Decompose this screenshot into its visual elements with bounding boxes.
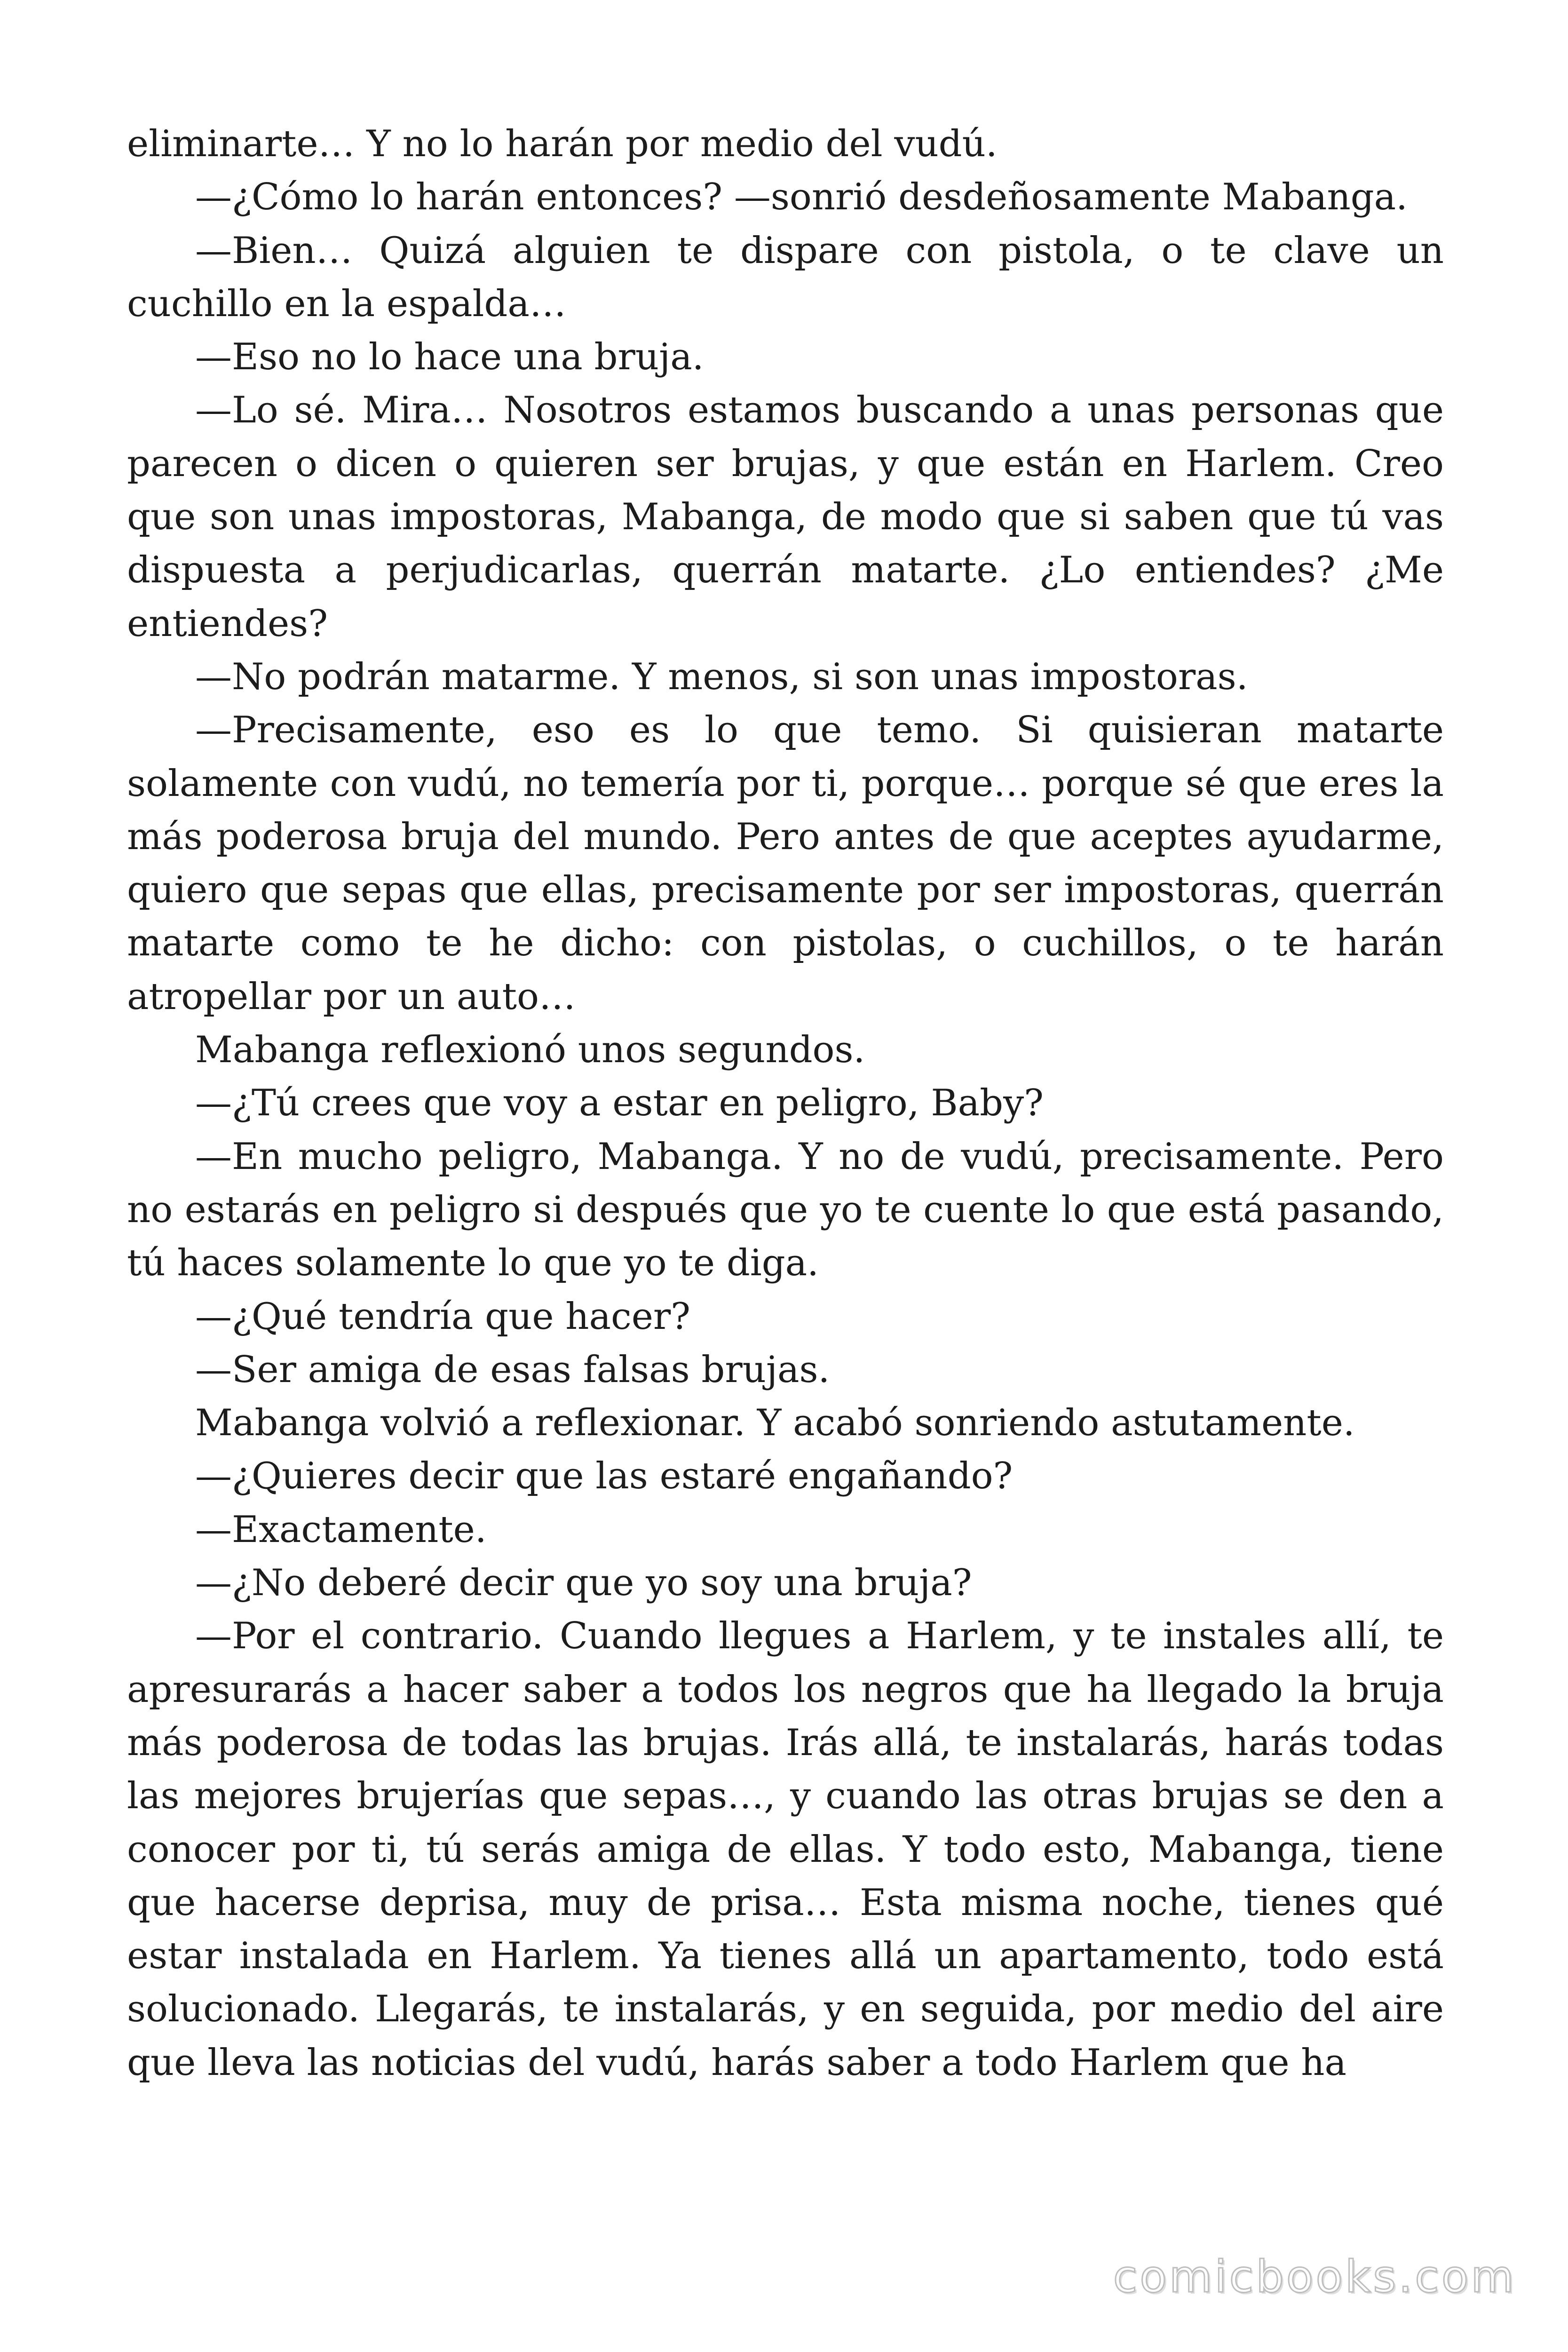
paragraph: —Bien… Quizá alguien te dispare con pistola, o te clave un cuchillo en la espalda… [127, 229, 1444, 325]
paragraph: —Lo sé. Mira… Nosotros estamos buscando a unas personas que parecen o dicen o quieren ser brujas, y que están en Harlem. Creo que son unas impostoras, Mabanga, de modo que si saben que tú vas dispuesta a perjudicarlas, querrán matarte. ¿Lo entiendes? ¿Me entiendes? [127, 389, 1444, 645]
paragraph: —Ser amiga de esas falsas brujas. [195, 1348, 830, 1391]
paragraph: Mabanga reflexionó unos segundos. [195, 1029, 865, 1072]
paragraph: eliminarte… Y no lo harán por medio del vudú. [127, 123, 998, 165]
paragraph: —Exactamente. [195, 1508, 487, 1551]
paragraph: —Precisamente, eso es lo que temo. Si quisieran matarte solamente con vudú, no temería por ti, porque… porque sé que eres la más poderosa bruja del mundo. Pero antes de que aceptes ayudarme, quiero que sepas que ellas, precisamente por ser impostoras, querrán matarte como te he dicho: con pistolas, o cuchillos, o te harán atropellar por un auto… [127, 709, 1444, 1018]
paragraph: —¿Qué tendría que hacer? [195, 1295, 690, 1338]
watermark-text: comicbooks.com [1113, 2251, 1516, 2303]
paragraph: —¿Tú crees que voy a estar en peligro, Baby? [195, 1082, 1044, 1125]
paragraph: —En mucho peligro, Mabanga. Y no de vudú, precisamente. Pero no estarás en peligro si después que yo te cuente lo que está pasando, tú haces solamente lo que yo te diga. [127, 1135, 1444, 1285]
paragraph: Mabanga volvió a reflexionar. Y acabó sonriendo astutamente. [195, 1402, 1355, 1445]
paragraph: —¿Cómo lo harán entonces? —sonrió desdeñosamente Mabanga. [195, 176, 1408, 219]
paragraph: —Por el contrario. Cuando llegues a Harlem, y te instales allí, te apresurarás a hacer saber a todos los negros que ha llegado la bruja más poderosa de todas las brujas. Irás allá, te instalarás, harás todas las mejores brujerías que sepas…, y cuando las otras brujas se den a conocer por ti, tú serás amiga de ellas. Y todo esto, Mabanga, tiene que hacerse deprisa, muy de prisa… Esta misma noche, tienes qué estar instalada en Harlem. Ya tienes allá un apartamento, todo está solucionado. Llegarás, te instalarás, y en seguida, por medio del aire que lleva las noticias del vudú, harás saber a todo Harlem que ha [127, 1615, 1444, 2084]
paragraph: —Eso no lo hace una bruja. [195, 336, 704, 379]
paragraph: —No podrán matarme. Y menos, si son unas impostoras. [195, 655, 1248, 698]
paragraph: —¿Quieres decir que las estaré engañando? [195, 1455, 1013, 1498]
page-text [127, 118, 1444, 2090]
paragraph: —¿No deberé decir que yo soy una bruja? [195, 1562, 972, 1605]
